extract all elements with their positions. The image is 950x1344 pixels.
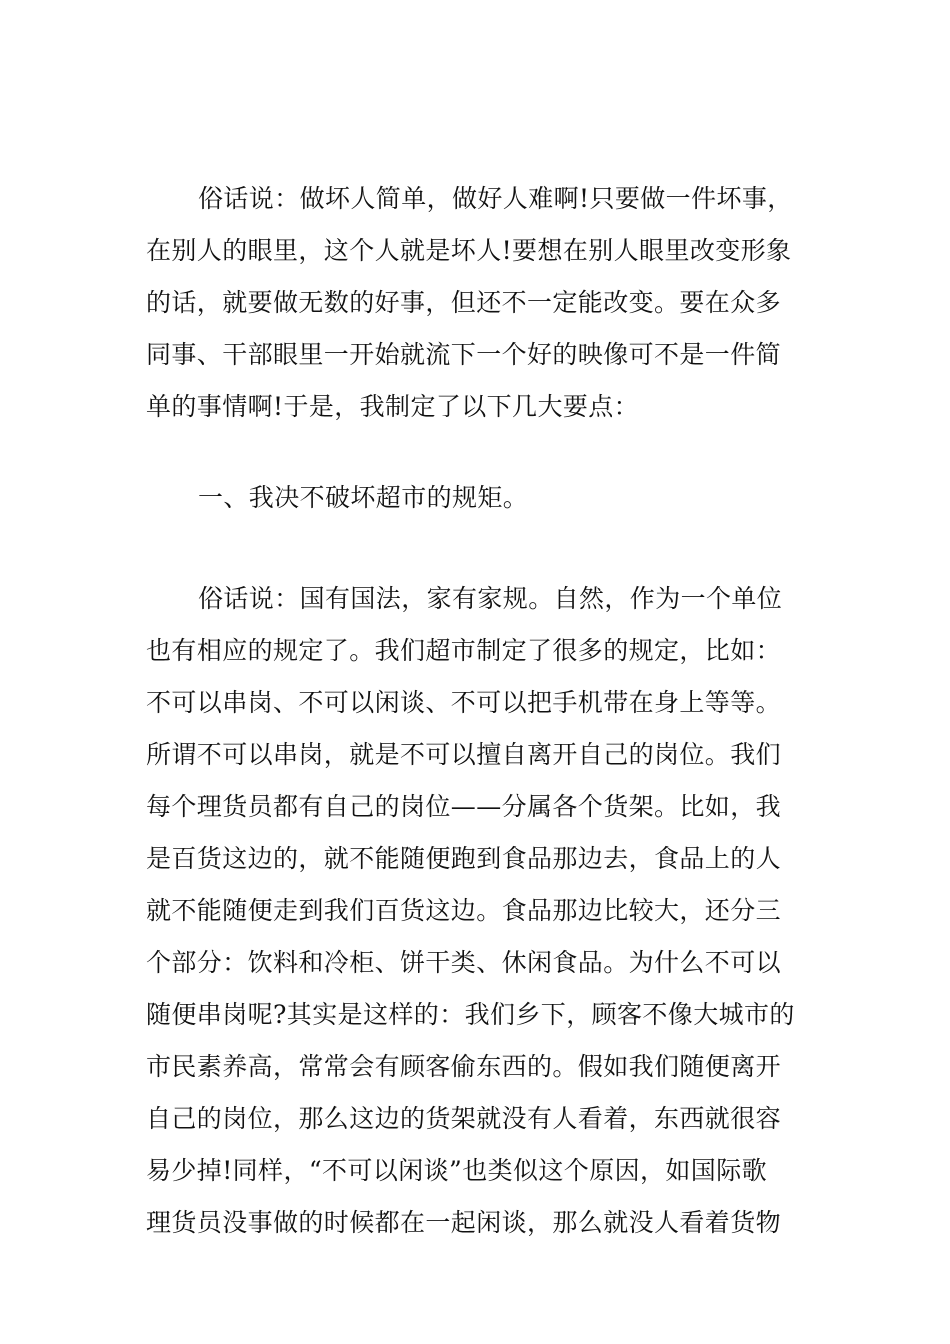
text-line: 市民素养高，常常会有顾客偷东西的。假如我们随便离开 <box>146 1052 782 1081</box>
text-line: 单的事情啊!于是，我制定了以下几大要点： <box>146 392 640 421</box>
text-line: 同事、干部眼里一开始就流下一个好的映像可不是一件简 <box>146 340 782 369</box>
text-line: 俗话说：做坏人简单，做好人难啊!只要做一件坏事， <box>198 184 793 213</box>
text-line: 个部分：饮料和冷柜、饼干类、休闲食品。为什么不可以 <box>146 948 782 977</box>
section-heading <box>146 472 806 524</box>
text-line: 在别人的眼里，这个人就是坏人!要想在别人眼里改变形象 <box>146 236 792 265</box>
text-line: 的话，就要做无数的好事，但还不一定能改变。要在众多 <box>146 288 782 317</box>
text-line: 理货员没事做的时候都在一起闲谈，那么就没人看着货物 <box>146 1208 782 1237</box>
text-line: 一、我决不破坏超市的规矩。 <box>198 483 529 512</box>
text-line: 是百货这边的，就不能随便跑到食品那边去，食品上的人 <box>146 844 782 873</box>
text-line: 自己的岗位，那么这边的货架就没有人看着，东西就很容 <box>146 1104 782 1133</box>
paragraph-rules <box>146 573 806 1249</box>
text-line: 每个理货员都有自己的岗位——分属各个货架。比如，我 <box>146 792 782 821</box>
text-line: 就不能随便走到我们百货这边。食品那边比较大，还分三 <box>146 896 782 925</box>
text-line: 俗话说：国有国法，家有家规。自然，作为一个单位 <box>198 584 783 613</box>
paragraph-intro <box>146 173 806 433</box>
text-line: 也有相应的规定了。我们超市制定了很多的规定，比如： <box>146 636 782 665</box>
text-line: 所谓不可以串岗，就是不可以擅自离开自己的岗位。我们 <box>146 740 782 769</box>
text-line: 易少掉!同样，“不可以闲谈”也类似这个原因，如国际歌 <box>146 1156 768 1185</box>
text-line: 随便串岗呢?其实是这样的：我们乡下，顾客不像大城市的 <box>146 1000 795 1029</box>
text-line: 不可以串岗、不可以闲谈、不可以把手机带在身上等等。 <box>146 688 782 717</box>
